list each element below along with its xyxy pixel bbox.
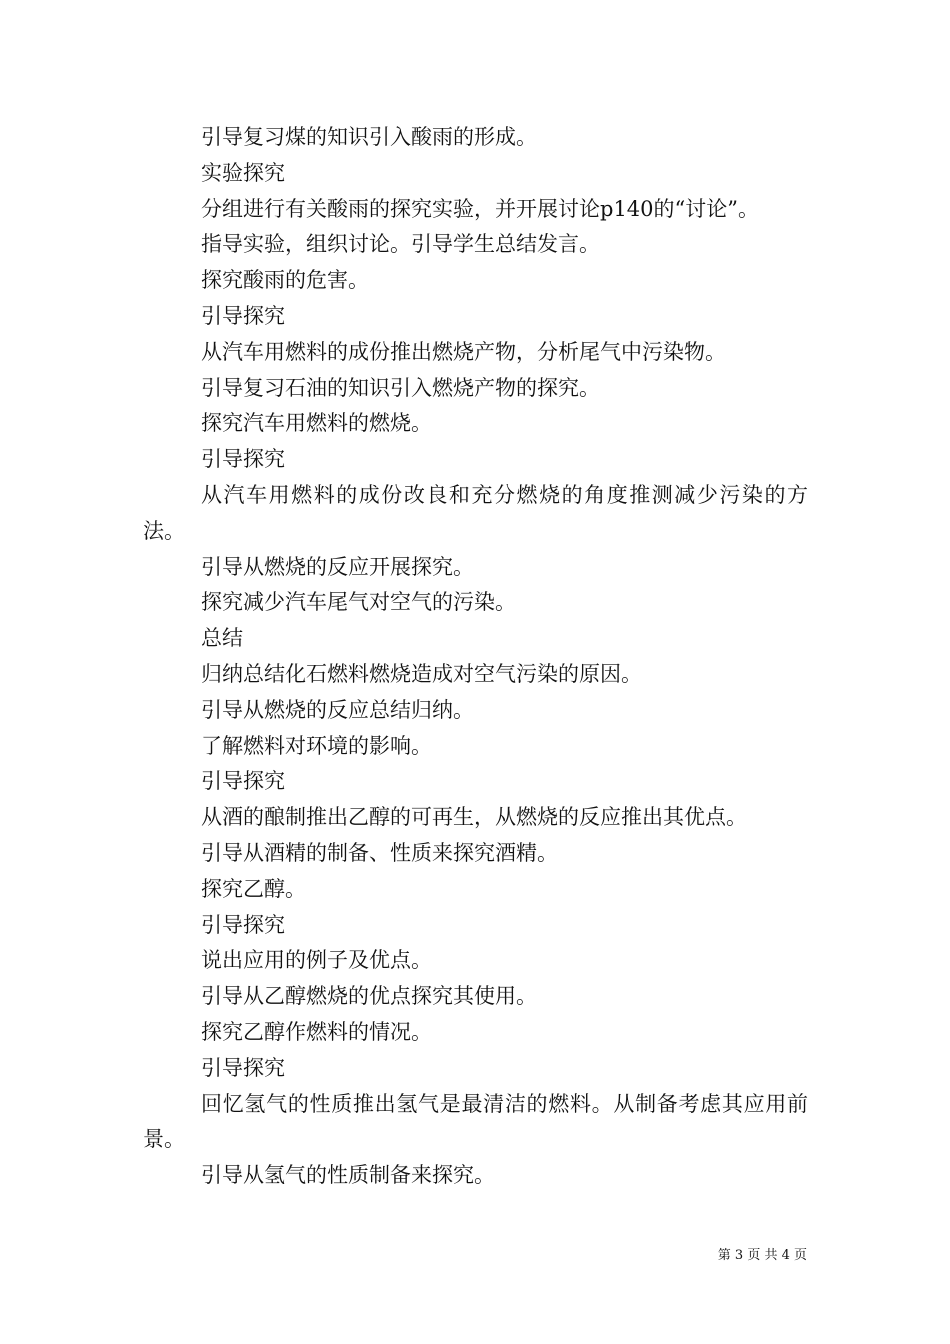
paragraph: 探究乙醇。 [201,876,306,901]
paragraph: 探究乙醇作燃料的情况。 [201,1019,432,1044]
paragraph: 引导探究 [201,447,285,472]
paragraph: 引导复习石油的知识引入燃烧产物的探究。 [201,375,600,400]
paragraph: 探究减少汽车尾气对空气的污染。 [201,590,516,615]
paragraph: 引导从燃烧的反应总结归纳。 [201,697,474,722]
paragraph: 总结 [201,626,243,651]
paragraph: 引导复习煤的知识引入酸雨的形成。 [201,125,537,149]
paragraph: 实验探究 [201,160,285,185]
paragraph: 从汽车用燃料的成份改良和充分燃烧的角度推测减少污染的方法。 [143,482,808,543]
paragraph: 探究酸雨的危害。 [201,268,369,293]
page-number-label: 第 3 页 共 4 页 [717,1248,807,1263]
body-text [143,120,808,1194]
paragraph: 探究汽车用燃料的燃烧。 [201,411,432,436]
paragraph: 引导从乙醇燃烧的优点探究其使用。 [201,984,537,1009]
paragraph: 引导探究 [201,303,285,328]
paragraph: 了解燃料对环境的影响。 [201,733,432,758]
page-footer [718,1247,807,1265]
paragraph: 引导从燃烧的反应开展探究。 [201,554,474,579]
paragraph: 从酒的酿制推出乙醇的可再生，从燃烧的反应推出其优点。 [201,805,747,830]
paragraph: 引导从酒精的制备、性质来探究酒精。 [201,840,558,865]
paragraph: 引导探究 [201,769,285,794]
paragraph: 回忆氢气的性质推出氢气是最清洁的燃料。从制备考虑其应用前景。 [143,1091,808,1152]
paragraph: 引导探究 [201,912,285,937]
paragraph: 从汽车用燃料的成份推出燃烧产物，分析尾气中污染物。 [201,339,726,364]
paragraph: 归纳总结化石燃料燃烧造成对空气污染的原因。 [201,661,642,686]
paragraph: 说出应用的例子及优点。 [201,948,432,973]
paragraph: 指导实验，组织讨论。引导学生总结发言。 [201,232,600,257]
paragraph: 分组进行有关酸雨的探究实验，并开展讨论p140的“讨论”。 [201,196,759,221]
paragraph: 引导探究 [201,1055,285,1080]
paragraph: 引导从氢气的性质制备来探究。 [201,1163,495,1188]
